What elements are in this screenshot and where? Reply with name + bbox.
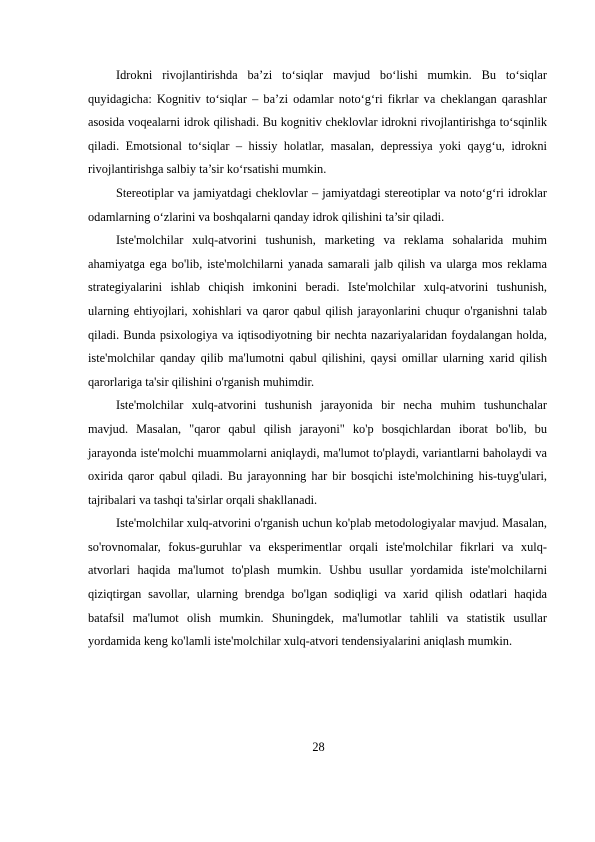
paragraph-perception-barriers: Idrokni rivojlantirishda ba’zi to‘siqlar mavjud bo‘lishi mumkin. Bu to‘siqlar quyidagicha: Kognitiv to‘siqlar – ba’zi odamlar noto‘g‘ri fikrlar va cheklangan qarashlar asosida voqealarni idrok qilishadi. Bu kognitiv cheklovlar idrokni rivojlantirishga to‘sqinlik qiladi. Emotsional to‘siqlar – hissiy holatlar, masalan, depressiya yoki qayg‘u, idrokni rivojlantirishga salbiy ta’sir ko‘rsatishi mumkin.: [88, 68, 547, 177]
paragraph-methodologies: Iste'molchilar xulq-atvorini o'rganish uchun ko'plab metodologiyalar mavjud. Masalan, so'rovnomalar, fokus-guruhlar va eksperimentlar orqali iste'molchilar fikrlari va xulq-atvorlari haqida ma'lumot to'plash mumkin. Ushbu usullar yordamida iste'molchilarni qiziqtirgan savollar, ularning brendga bo'lgan sodiqligi va xarid qilish odatlari haqida batafsil ma'lumot olish mumkin. Shuningdek, ma'lumotlar tahlili va statistik usullar yordamida keng ko'lamli iste'molchilar xulq-atvori tendensiyalarini aniqlash mumkin.: [88, 516, 547, 649]
paragraph-stereotypes: Stereotiplar va jamiyatdagi cheklovlar – jamiyatdagi stereotiplar va noto‘g‘ri idroklar odamlarning o‘zlarini va boshqalarni qanday idrok qilishini ta’sir qiladi.: [88, 185, 547, 224]
page-number: 28: [312, 740, 325, 754]
paragraph-decision-process: Iste'molchilar xulq-atvorini tushunish jarayonida bir necha muhim tushunchalar mavjud. Masalan, "qaror qabul qilish jarayoni" ko'p bosqichlardan iborat bo'lib, bu jarayonda iste'molchi muammolarni aniqlaydi, ma'lumot to'playdi, variantlarni baholaydi va oxirida qaror qabul qiladi. Bu jarayonning har bir bosqichi iste'molchining his-tuyg'ulari, tajribalari va tashqi ta'sirlar orqali shakllanadi.: [88, 398, 547, 507]
paragraph-consumer-behavior-intro: Iste'molchilar xulq-atvorini tushunish, marketing va reklama sohalarida muhim ahamiyatga ega bo'lib, iste'molchilarni yanada samarali jalb qilish va ularga mos reklama strategiyalarini ishlab chiqish imkonini beradi. Iste'molchilar xulq-atvorini tushunish, ularning ehtiyojlari, xohishlari va qaror qabul qilish jarayonlarini chuqur o'rganishni talab qiladi. Bunda psixologiya va iqtisodiyotning bir nechta nazariyalaridan foydalangan holda, iste'molchilar qanday qilib ma'lumotni qabul qilishini, qaysi omillar ularning xarid qilish qarorlariga ta'sir qilishini o'rganish muhimdir.: [88, 233, 547, 389]
page-body: [88, 64, 547, 654]
